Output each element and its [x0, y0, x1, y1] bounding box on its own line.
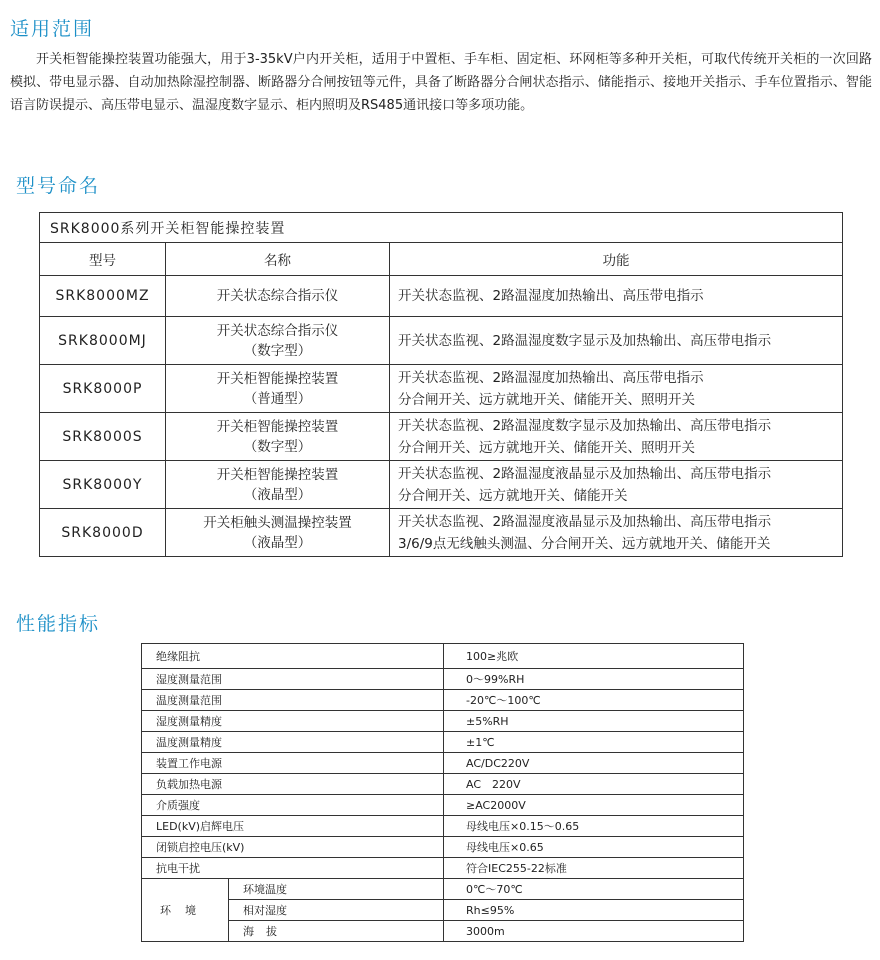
model-function [390, 365, 843, 413]
table-row [142, 711, 744, 732]
spec-value: 0℃～70℃ [444, 879, 744, 900]
model-name [166, 461, 390, 509]
spec-label: 湿度测量精度 [142, 711, 444, 732]
spec-value: Rh≤95% [444, 900, 744, 921]
model-function [390, 276, 843, 317]
table-row [142, 921, 744, 942]
spec-value: AC 220V [444, 774, 744, 795]
table-row [142, 669, 744, 690]
table-row [40, 461, 843, 509]
table-row [142, 900, 744, 921]
model-function [390, 461, 843, 509]
spec-label: 海拔 [229, 921, 444, 942]
performance-table [141, 643, 744, 942]
spec-label: 介质强度 [142, 795, 444, 816]
spec-value: ±5%RH [444, 711, 744, 732]
section-title-scope: 适用范围 [10, 18, 95, 40]
function-line: 分合闸开关、远方就地开关、储能开关、照明开关 [398, 391, 695, 408]
name-line: （液晶型） [243, 486, 312, 503]
column-header-function: 功能 [390, 243, 843, 276]
model-name [166, 509, 390, 557]
spec-value: ≥AC2000V [444, 795, 744, 816]
spec-value: ±1℃ [444, 732, 744, 753]
table-row [40, 365, 843, 413]
table-row [142, 879, 744, 900]
name-line: （液晶型） [243, 534, 312, 551]
spec-label: 绝缘阻抗 [142, 644, 444, 669]
name-line: 开关柜智能操控装置 [216, 466, 339, 483]
model-code: SRK8000P [40, 365, 166, 413]
section-title-performance: 性能指标 [16, 613, 101, 635]
function-line: 3/6/9点无线触头测温、分合闸开关、远方就地开关、储能开关 [398, 535, 771, 552]
table-row [142, 795, 744, 816]
table-row [142, 837, 744, 858]
spec-value: 母线电压×0.65 [444, 837, 744, 858]
function-line: 开关状态监视、2路温湿度数字显示及加热输出、高压带电指示 [398, 417, 772, 434]
scope-paragraph: 开关柜智能操控装置功能强大，用于3-35kV户内开关柜，适用于中置柜、手车柜、固定柜、环网柜等多种开关柜，可取代传统开关柜的一次回路模拟、带电显示器、自动加热除湿控制器、断路器分合闸按钮等元件，具备了断路器分合闸状态指示、储能指示、接地开关指示、手车位置指示、智能语言防误提示、高压带电显示、温湿度数字显示、柜内照明及RS485通讯接口等多项功能。 [10, 52, 872, 113]
table-row [142, 690, 744, 711]
spec-label: 抗电干扰 [142, 858, 444, 879]
spec-label: 环境温度 [229, 879, 444, 900]
name-line: 开关柜触头测温操控装置 [203, 514, 352, 531]
spec-label: 闭锁启控电压(kV) [142, 837, 444, 858]
spec-value: 0～99%RH [444, 669, 744, 690]
model-name [166, 413, 390, 461]
model-name [166, 276, 390, 317]
name-line: （普通型） [243, 390, 312, 407]
model-code: SRK8000MZ [40, 276, 166, 317]
name-line: 开关状态综合指示仪 [216, 322, 339, 339]
model-code: SRK8000D [40, 509, 166, 557]
spec-value: 母线电压×0.15～0.65 [444, 816, 744, 837]
function-line: 开关状态监视、2路温湿度加热输出、高压带电指示 [398, 288, 704, 304]
spec-label: 相对湿度 [229, 900, 444, 921]
model-code: SRK8000S [40, 413, 166, 461]
model-naming-table [39, 212, 843, 557]
function-line: 开关状态监视、2路温湿度液晶显示及加热输出、高压带电指示 [398, 513, 772, 530]
column-header-model: 型号 [40, 243, 166, 276]
table-row [40, 413, 843, 461]
spec-value: -20℃～100℃ [444, 690, 744, 711]
spec-label: 温度测量精度 [142, 732, 444, 753]
table-row [40, 317, 843, 365]
name-line: （数字型） [243, 438, 312, 455]
model-function [390, 317, 843, 365]
spec-value: 3000m [444, 921, 744, 942]
model-code: SRK8000Y [40, 461, 166, 509]
name-line: 开关状态综合指示仪 [216, 288, 339, 304]
function-line: 分合闸开关、远方就地开关、储能开关、照明开关 [398, 439, 695, 456]
environment-label: 环境 [142, 879, 229, 942]
table-row [142, 732, 744, 753]
table-row [142, 816, 744, 837]
column-header-name: 名称 [166, 243, 390, 276]
table-row [142, 774, 744, 795]
spec-label: 温度测量范围 [142, 690, 444, 711]
table-row [40, 509, 843, 557]
spec-label: 湿度测量范围 [142, 669, 444, 690]
function-line: 开关状态监视、2路温湿度加热输出、高压带电指示 [398, 369, 704, 386]
model-function [390, 413, 843, 461]
spec-label: 负载加热电源 [142, 774, 444, 795]
model-name [166, 317, 390, 365]
table-row [142, 644, 744, 669]
spec-label: LED(kV)启辉电压 [142, 816, 444, 837]
name-line: 开关柜智能操控装置 [216, 370, 339, 387]
table-row [142, 753, 744, 774]
name-line: 开关柜智能操控装置 [216, 418, 339, 435]
function-line: 开关状态监视、2路温湿度液晶显示及加热输出、高压带电指示 [398, 465, 772, 482]
section-title-naming: 型号命名 [16, 175, 101, 197]
spec-value: 符合IEC255-22标准 [444, 858, 744, 879]
model-function [390, 509, 843, 557]
name-line: （数字型） [243, 342, 312, 359]
table-caption: SRK8000系列开关柜智能操控装置 [40, 213, 843, 243]
function-line: 开关状态监视、2路温湿度数字显示及加热输出、高压带电指示 [398, 332, 772, 349]
model-name [166, 365, 390, 413]
spec-value: 100≥兆欧 [444, 644, 744, 669]
spec-label: 装置工作电源 [142, 753, 444, 774]
table-row [40, 276, 843, 317]
spec-value: AC/DC220V [444, 753, 744, 774]
model-code: SRK8000MJ [40, 317, 166, 365]
table-row [142, 858, 744, 879]
function-line: 分合闸开关、远方就地开关、储能开关 [398, 487, 628, 504]
